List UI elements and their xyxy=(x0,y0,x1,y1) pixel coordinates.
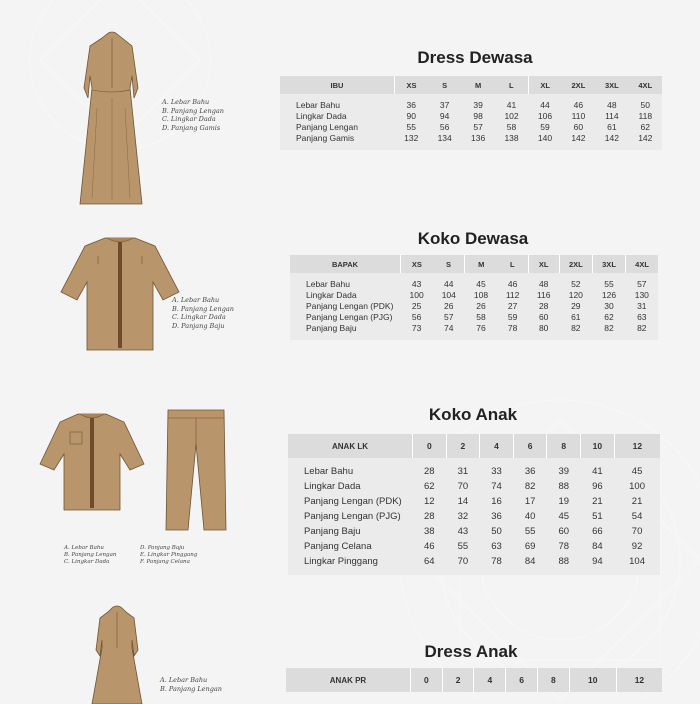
table-row xyxy=(290,323,658,334)
table-cell: 136 xyxy=(471,133,486,143)
table-cell: 140 xyxy=(537,133,553,143)
table-cell: 44 xyxy=(444,279,454,289)
table-cell: 36 xyxy=(524,466,536,477)
table-cell: 45 xyxy=(631,466,643,477)
section-title: Koko Anak xyxy=(428,405,518,424)
table-cell: 62 xyxy=(424,481,435,492)
col-header: 3XL xyxy=(595,76,628,94)
table-cell: 51 xyxy=(592,511,603,522)
table-cell: 60 xyxy=(558,526,570,537)
table-cell: 14 xyxy=(457,496,469,507)
celana-illustration xyxy=(160,404,232,534)
row-label: Panjang Gamis xyxy=(296,133,355,143)
table-cell: 74 xyxy=(444,323,454,333)
table-cell: 142 xyxy=(571,133,586,143)
table-row xyxy=(288,464,660,479)
col-header: 8 xyxy=(537,668,569,692)
table-cell: 62 xyxy=(640,122,651,132)
table-row xyxy=(280,133,662,144)
col-header: 10 xyxy=(581,434,615,458)
table-cell: 38 xyxy=(424,526,435,537)
table-cell: 118 xyxy=(638,111,653,121)
table-cell: 82 xyxy=(571,323,581,333)
col-header: S xyxy=(433,255,465,273)
table-cell: 64 xyxy=(424,556,435,567)
table-cell: 43 xyxy=(411,279,422,289)
table-cell: 55 xyxy=(457,541,469,552)
table-cell: 63 xyxy=(637,312,647,322)
table-spacer xyxy=(280,144,662,150)
table-cell: 82 xyxy=(524,481,536,492)
table-cell: 84 xyxy=(592,541,603,552)
table-cell: 26 xyxy=(444,301,454,311)
col-header: S xyxy=(428,76,461,94)
table-cell: 62 xyxy=(604,312,614,322)
table-cell: 36 xyxy=(491,511,502,522)
table-header-row xyxy=(286,668,662,692)
table-cell: 69 xyxy=(524,541,536,552)
row-label: Panjang Lengan (PJG) xyxy=(304,511,401,522)
section-title: Dress Dewasa xyxy=(417,48,533,67)
table-cell: 40 xyxy=(524,511,536,522)
table-cell: 46 xyxy=(507,279,518,289)
table-cell: 96 xyxy=(592,481,603,492)
size-table-koko-dewasa xyxy=(290,255,658,340)
col-header: 6 xyxy=(513,434,547,458)
col-header: IBU xyxy=(280,76,395,94)
col-header: 6 xyxy=(506,668,538,692)
table-cell: 36 xyxy=(406,100,416,110)
col-header: L xyxy=(495,76,528,94)
table-cell: 78 xyxy=(507,323,518,333)
table-row xyxy=(288,539,660,554)
col-header: 10 xyxy=(569,668,616,692)
col-header: ANAK LK xyxy=(288,434,413,458)
row-label: Lingkar Dada xyxy=(304,481,361,492)
col-header: XL xyxy=(528,255,559,273)
table-row xyxy=(288,524,660,539)
table-cell: 100 xyxy=(409,290,424,300)
size-table-dress-anak xyxy=(286,668,662,692)
table-spacer xyxy=(290,334,658,340)
table-cell: 61 xyxy=(571,312,581,322)
table-cell: 94 xyxy=(592,556,603,567)
legend-item: C. Lingkar Dada xyxy=(172,313,226,321)
table-header-row xyxy=(288,434,660,458)
row-label: Lingkar Dada xyxy=(306,290,357,300)
table-cell: 60 xyxy=(573,122,584,132)
table-cell: 98 xyxy=(473,111,483,121)
col-header: 8 xyxy=(547,434,581,458)
legend-item: A. Lebar Bahu xyxy=(160,676,208,684)
table-cell: 57 xyxy=(444,312,454,322)
table-cell: 142 xyxy=(638,133,653,143)
table-cell: 19 xyxy=(558,496,570,507)
table-cell: 27 xyxy=(507,301,518,311)
table-cell: 55 xyxy=(604,279,614,289)
table-cell: 66 xyxy=(592,526,603,537)
table-cell: 28 xyxy=(424,466,435,477)
table-cell: 39 xyxy=(558,466,570,477)
table-cell: 55 xyxy=(406,122,416,132)
row-label: Panjang Baju xyxy=(304,526,361,537)
col-header: XS xyxy=(401,255,433,273)
table-cell: 39 xyxy=(473,100,483,110)
dress-dewasa-legend xyxy=(162,98,224,132)
table-cell: 17 xyxy=(524,496,536,507)
table-cell: 28 xyxy=(538,301,549,311)
table-cell: 82 xyxy=(637,323,647,333)
col-header: XL xyxy=(528,76,561,94)
legend-item: C. Lingkar Dada xyxy=(64,559,110,565)
table-cell: 61 xyxy=(607,122,617,132)
table-cell: 41 xyxy=(506,100,517,110)
legend-item: F. Panjang Celana xyxy=(140,559,190,565)
table-cell: 88 xyxy=(558,481,570,492)
table-row xyxy=(290,301,658,312)
table-cell: 52 xyxy=(571,279,581,289)
table-cell: 78 xyxy=(558,541,570,552)
table-cell: 90 xyxy=(406,111,416,121)
legend-item: A. Lebar Bahu xyxy=(162,98,210,106)
table-cell: 46 xyxy=(424,541,435,552)
row-label: Lebar Bahu xyxy=(304,466,354,477)
table-cell: 80 xyxy=(538,323,549,333)
table-cell: 138 xyxy=(504,133,519,143)
koko-anak-shirt-illustration xyxy=(36,410,148,514)
legend-item: E. Lingkar Pinggang xyxy=(140,552,198,558)
col-header: 12 xyxy=(616,668,662,692)
table-cell: 78 xyxy=(491,556,502,567)
table-cell: 50 xyxy=(640,100,651,110)
table-cell: 100 xyxy=(629,481,645,492)
table-cell: 58 xyxy=(476,312,486,322)
table-row xyxy=(288,479,660,494)
col-header: ANAK PR xyxy=(286,668,411,692)
table-cell: 45 xyxy=(558,511,570,522)
dress-anak-illustration xyxy=(82,604,152,704)
col-header: M xyxy=(465,255,497,273)
table-row xyxy=(280,122,662,133)
table-cell: 76 xyxy=(476,323,486,333)
table-cell: 70 xyxy=(457,556,469,567)
legend-item: B. Panjang Lengan xyxy=(160,684,222,693)
koko-anak-legend-left xyxy=(64,545,116,566)
row-label: Panjang Lengan xyxy=(296,122,358,132)
col-header: 2XL xyxy=(562,76,595,94)
col-header: BAPAK xyxy=(290,255,401,273)
row-label: Lingkar Pinggang xyxy=(304,556,378,567)
table-cell: 74 xyxy=(491,481,502,492)
table-cell: 46 xyxy=(573,100,584,110)
col-header: 4 xyxy=(480,434,514,458)
table-cell: 108 xyxy=(473,290,489,300)
table-cell: 32 xyxy=(457,511,469,522)
table-cell: 134 xyxy=(437,133,452,143)
col-header: 4XL xyxy=(626,255,658,273)
legend-item: A. Lebar Bahu xyxy=(64,545,104,551)
table-cell: 88 xyxy=(558,556,570,567)
table-cell: 92 xyxy=(631,541,643,552)
table-cell: 70 xyxy=(631,526,643,537)
table-cell: 28 xyxy=(424,511,435,522)
table-cell: 45 xyxy=(476,279,486,289)
koko-shirt-illustration xyxy=(55,232,185,354)
col-header: 3XL xyxy=(592,255,625,273)
section-title: Koko Dewasa xyxy=(417,229,529,248)
koko-anak-legend-right xyxy=(140,545,197,566)
table-cell: 82 xyxy=(604,323,614,333)
table-cell: 41 xyxy=(592,466,603,477)
table-cell: 12 xyxy=(424,496,435,507)
row-label: Lebar Bahu xyxy=(296,100,340,110)
legend-item: D. Panjang Baju xyxy=(172,321,225,330)
row-label: Panjang Lengan (PJG) xyxy=(306,312,393,322)
table-cell: 57 xyxy=(637,279,647,289)
table-cell: 73 xyxy=(411,323,422,333)
table-row xyxy=(288,494,660,509)
table-cell: 33 xyxy=(491,466,502,477)
col-header: 4XL xyxy=(629,76,662,94)
table-cell: 106 xyxy=(537,111,553,121)
row-label: Panjang Celana xyxy=(304,541,372,552)
koko-dewasa-legend xyxy=(172,296,234,330)
table-cell: 43 xyxy=(457,526,469,537)
legend-item: C. Lingkar Dada xyxy=(162,115,216,123)
table-cell: 58 xyxy=(506,122,517,132)
table-row xyxy=(290,312,658,323)
row-label: Panjang Lengan (PDK) xyxy=(306,301,394,311)
dress-anak-legend xyxy=(160,676,222,693)
table-cell: 114 xyxy=(605,111,619,121)
table-cell: 26 xyxy=(476,301,486,311)
table-spacer xyxy=(288,569,660,575)
table-cell: 130 xyxy=(634,290,649,300)
table-row xyxy=(288,509,660,524)
col-header: 0 xyxy=(411,668,443,692)
table-cell: 48 xyxy=(538,279,549,289)
table-cell: 59 xyxy=(507,312,518,322)
table-cell: 21 xyxy=(592,496,603,507)
table-row xyxy=(280,100,662,111)
table-cell: 31 xyxy=(457,466,469,477)
col-header: 0 xyxy=(413,434,447,458)
row-label: Lingkar Dada xyxy=(296,111,347,121)
table-cell: 84 xyxy=(524,556,536,567)
table-cell: 29 xyxy=(571,301,581,311)
col-header: 2XL xyxy=(559,255,592,273)
table-cell: 37 xyxy=(439,100,450,110)
legend-item: D. Panjang Gamis xyxy=(162,123,221,132)
table-cell: 126 xyxy=(601,290,617,300)
table-cell: 16 xyxy=(491,496,502,507)
table-cell: 120 xyxy=(568,290,583,300)
col-header: M xyxy=(461,76,494,94)
table-cell: 31 xyxy=(637,301,647,311)
table-cell: 59 xyxy=(540,122,550,132)
table-cell: 56 xyxy=(411,312,422,322)
dress-illustration xyxy=(62,28,157,208)
row-label: Panjang Lengan (PDK) xyxy=(304,496,402,507)
table-cell: 44 xyxy=(540,100,550,110)
table-cell: 63 xyxy=(491,541,502,552)
table-cell: 56 xyxy=(439,122,450,132)
col-header: XS xyxy=(395,76,428,94)
table-cell: 104 xyxy=(629,556,645,567)
table-header-row xyxy=(280,76,662,94)
size-table-dress-dewasa xyxy=(280,76,662,150)
table-cell: 116 xyxy=(536,290,551,300)
table-cell: 94 xyxy=(439,111,450,121)
table-cell: 70 xyxy=(457,481,469,492)
table-cell: 110 xyxy=(571,111,586,121)
col-header: L xyxy=(497,255,528,273)
table-cell: 21 xyxy=(631,496,643,507)
row-label: Lebar Bahu xyxy=(306,279,350,289)
col-header: 4 xyxy=(474,668,506,692)
table-header-row xyxy=(290,255,658,273)
table-cell: 142 xyxy=(604,133,619,143)
section-title: Dress Anak xyxy=(424,642,518,661)
table-cell: 60 xyxy=(538,312,549,322)
table-cell: 132 xyxy=(404,133,419,143)
legend-item: A. Lebar Bahu xyxy=(172,296,220,304)
table-row xyxy=(290,279,658,290)
table-row xyxy=(290,290,658,301)
row-label: Panjang Baju xyxy=(306,323,357,333)
table-cell: 55 xyxy=(524,526,536,537)
legend-item: B. Panjang Lengan xyxy=(64,552,117,558)
size-table-koko-anak xyxy=(288,434,660,575)
table-cell: 48 xyxy=(607,100,617,110)
table-cell: 54 xyxy=(631,511,643,522)
table-cell: 57 xyxy=(473,122,483,132)
table-cell: 104 xyxy=(441,290,456,300)
table-row xyxy=(280,111,662,122)
legend-item: B. Panjang Lengan xyxy=(162,106,224,115)
table-cell: 50 xyxy=(491,526,502,537)
legend-item: B. Panjang Lengan xyxy=(172,304,234,313)
table-cell: 112 xyxy=(505,290,520,300)
col-header: 2 xyxy=(442,668,474,692)
table-cell: 30 xyxy=(604,301,614,311)
table-cell: 25 xyxy=(411,301,422,311)
col-header: 12 xyxy=(614,434,660,458)
legend-item: D. Panjang Baju xyxy=(140,545,185,551)
table-row xyxy=(288,554,660,569)
col-header: 2 xyxy=(446,434,480,458)
table-cell: 102 xyxy=(504,111,519,121)
